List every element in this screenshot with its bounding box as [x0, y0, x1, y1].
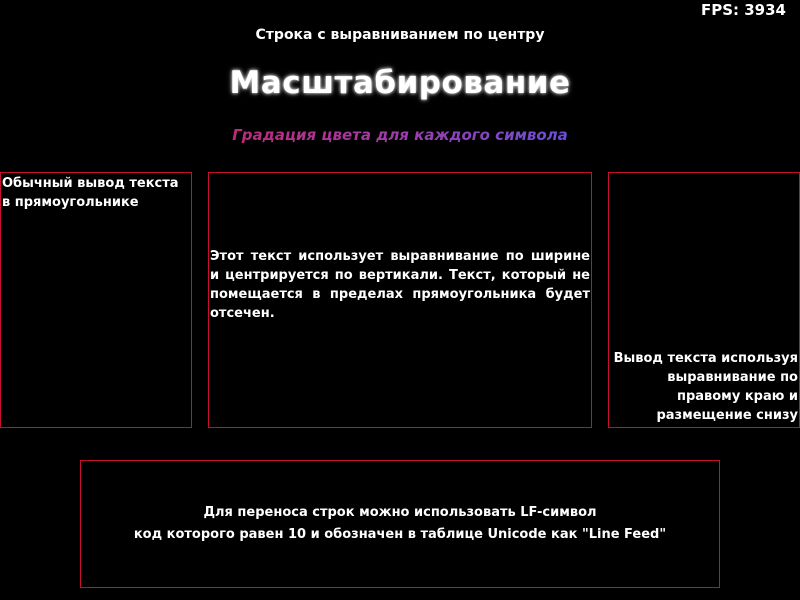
middle-justified-text-box	[208, 172, 592, 428]
scaling-title: Масштабирование	[229, 65, 571, 101]
bottom-multiline-text-box	[80, 460, 720, 588]
bottom-box-text	[134, 502, 666, 546]
bottom-box-line-2: код которого равен 10 и обозначен в таблице Unicode как "Line Feed"	[133, 527, 667, 542]
left-box-text: Обычный вывод текста в прямоугольнике	[2, 176, 179, 210]
left-text-box	[0, 172, 192, 428]
fps-counter: FPS: 3934	[700, 1, 786, 19]
bottom-box-line-1: Для переноса строк можно использовать LF-символ	[203, 505, 597, 520]
right-box-text: Вывод текста используя выравнивание по правому краю и размещение снизу	[613, 351, 798, 423]
right-aligned-text-box	[608, 172, 800, 428]
center-aligned-caption: Строка с выравниванием по центру	[255, 27, 545, 43]
middle-box-text: Этот текст использует выравнивание по ширине и центрируется по вертикали. Текст, который не помещается в пределах прямоугольника будет отсечен.	[210, 249, 590, 321]
gradient-caption-text: Градация цвета для каждого символа	[232, 126, 568, 144]
gradient-caption	[0, 126, 800, 144]
